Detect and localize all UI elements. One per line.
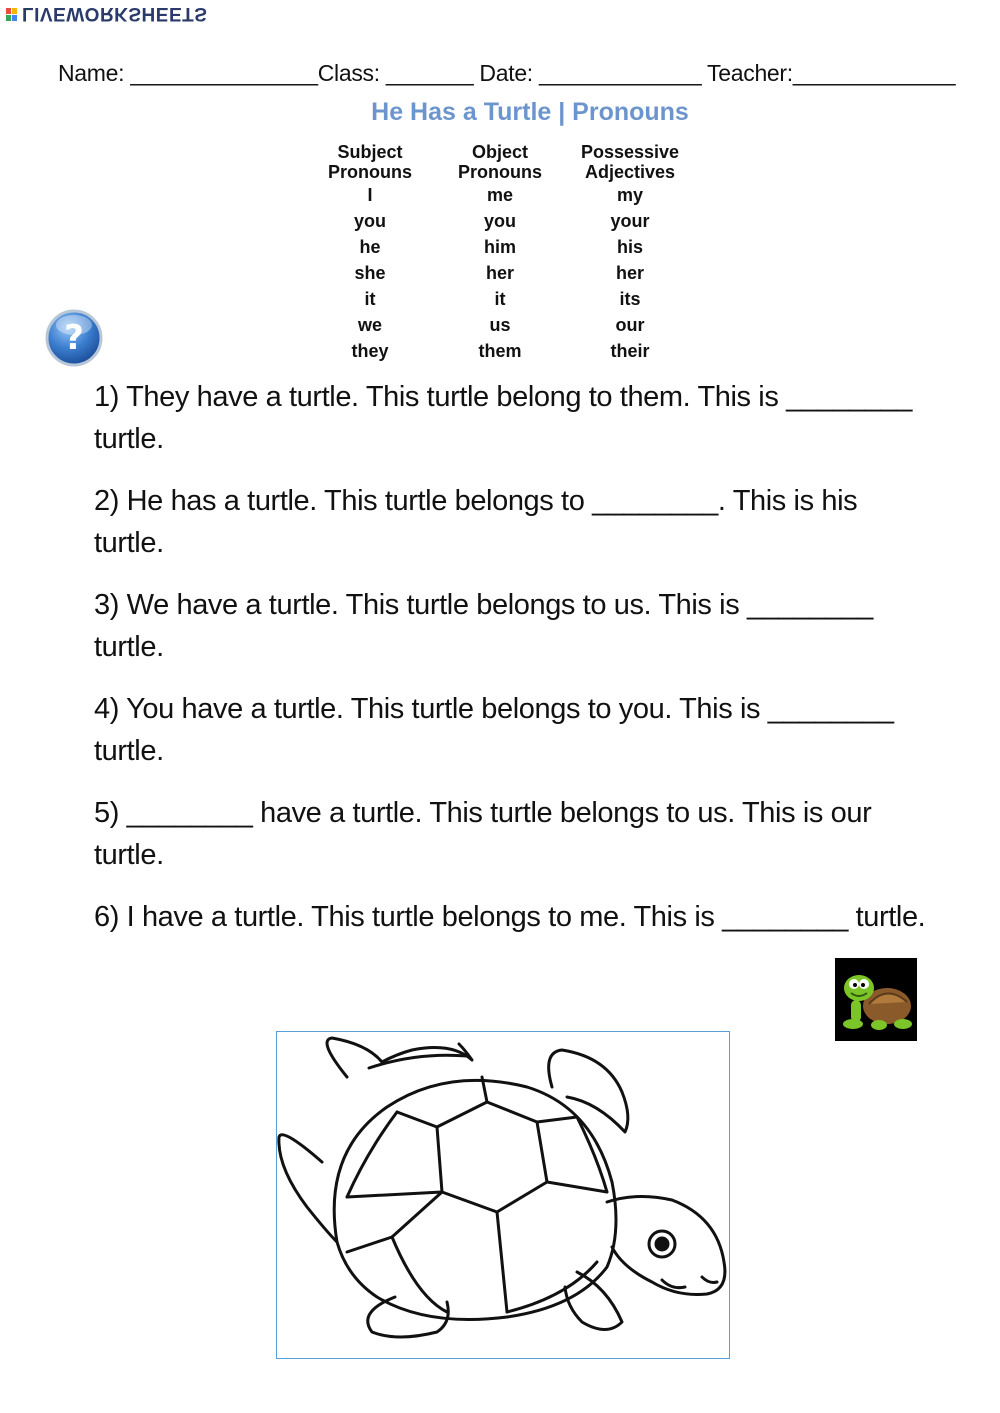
col-header-subject: Subject Pronouns bbox=[328, 142, 412, 182]
question-5[interactable]: 5) ________ have a turtle. This turtle belongs to us. This is our turtle. bbox=[94, 797, 872, 871]
cartoon-turtle-icon bbox=[835, 958, 917, 1041]
cell-subject: they bbox=[351, 341, 389, 361]
cell-subject: she bbox=[354, 263, 386, 283]
cell-object: it bbox=[494, 289, 506, 309]
col-header-object: Object Pronouns bbox=[458, 142, 542, 182]
cell-possessive: her bbox=[615, 263, 644, 283]
table-row bbox=[305, 312, 695, 338]
cell-object: him bbox=[483, 237, 516, 257]
cell-subject: I bbox=[367, 185, 373, 205]
liveworksheets-logo bbox=[6, 2, 226, 28]
cell-subject: you bbox=[353, 211, 386, 231]
table-row bbox=[305, 338, 695, 364]
table-row bbox=[305, 286, 695, 312]
table-row bbox=[305, 182, 695, 208]
logo-text: LIVEWORKSHEETS bbox=[22, 3, 208, 24]
col-header-possessive: Possessive Adjectives bbox=[580, 142, 680, 182]
question-mark-icon[interactable] bbox=[44, 308, 104, 368]
cell-subject: he bbox=[359, 237, 381, 257]
table-row bbox=[305, 234, 695, 260]
cell-object: you bbox=[483, 211, 516, 231]
cell-object: us bbox=[489, 315, 511, 335]
logo-mark-icon bbox=[6, 8, 18, 22]
cell-object: them bbox=[478, 341, 522, 361]
turtle-drawing-frame bbox=[276, 1031, 730, 1359]
cell-possessive: our bbox=[615, 315, 645, 335]
question-3[interactable]: 3) We have a turtle. This turtle belongs to us. This is ________ turtle. bbox=[94, 589, 873, 663]
turtle-outline-drawing bbox=[277, 1032, 729, 1358]
question-6[interactable]: 6) I have a turtle. This turtle belongs to me. This is ________ turtle. bbox=[94, 901, 926, 933]
table-row bbox=[305, 260, 695, 286]
student-info-fields[interactable]: Name: _______________Class: _______ Date: _____________ Teacher:_____________ bbox=[58, 60, 956, 86]
cell-possessive: its bbox=[619, 289, 641, 309]
pronoun-table bbox=[305, 142, 695, 364]
table-row bbox=[305, 208, 695, 234]
table-header-row bbox=[305, 142, 695, 182]
cell-object: her bbox=[485, 263, 514, 283]
question-4[interactable]: 4) You have a turtle. This turtle belongs to you. This is ________ turtle. bbox=[94, 693, 894, 767]
cell-possessive: their bbox=[610, 341, 650, 361]
svg-text:?: ? bbox=[64, 318, 84, 358]
question-list bbox=[94, 376, 934, 958]
cell-subject: it bbox=[364, 289, 376, 309]
cell-possessive: your bbox=[610, 211, 650, 231]
cell-possessive: my bbox=[616, 185, 643, 205]
question-1[interactable]: 1) They have a turtle. This turtle belong to them. This is ________ turtle. bbox=[94, 381, 912, 455]
cell-possessive: his bbox=[616, 237, 643, 257]
page-title: He Has a Turtle | Pronouns bbox=[371, 98, 689, 126]
cell-object: me bbox=[486, 185, 513, 205]
question-2[interactable]: 2) He has a turtle. This turtle belongs to ________. This is his turtle. bbox=[94, 485, 858, 559]
cell-subject: we bbox=[357, 315, 382, 335]
